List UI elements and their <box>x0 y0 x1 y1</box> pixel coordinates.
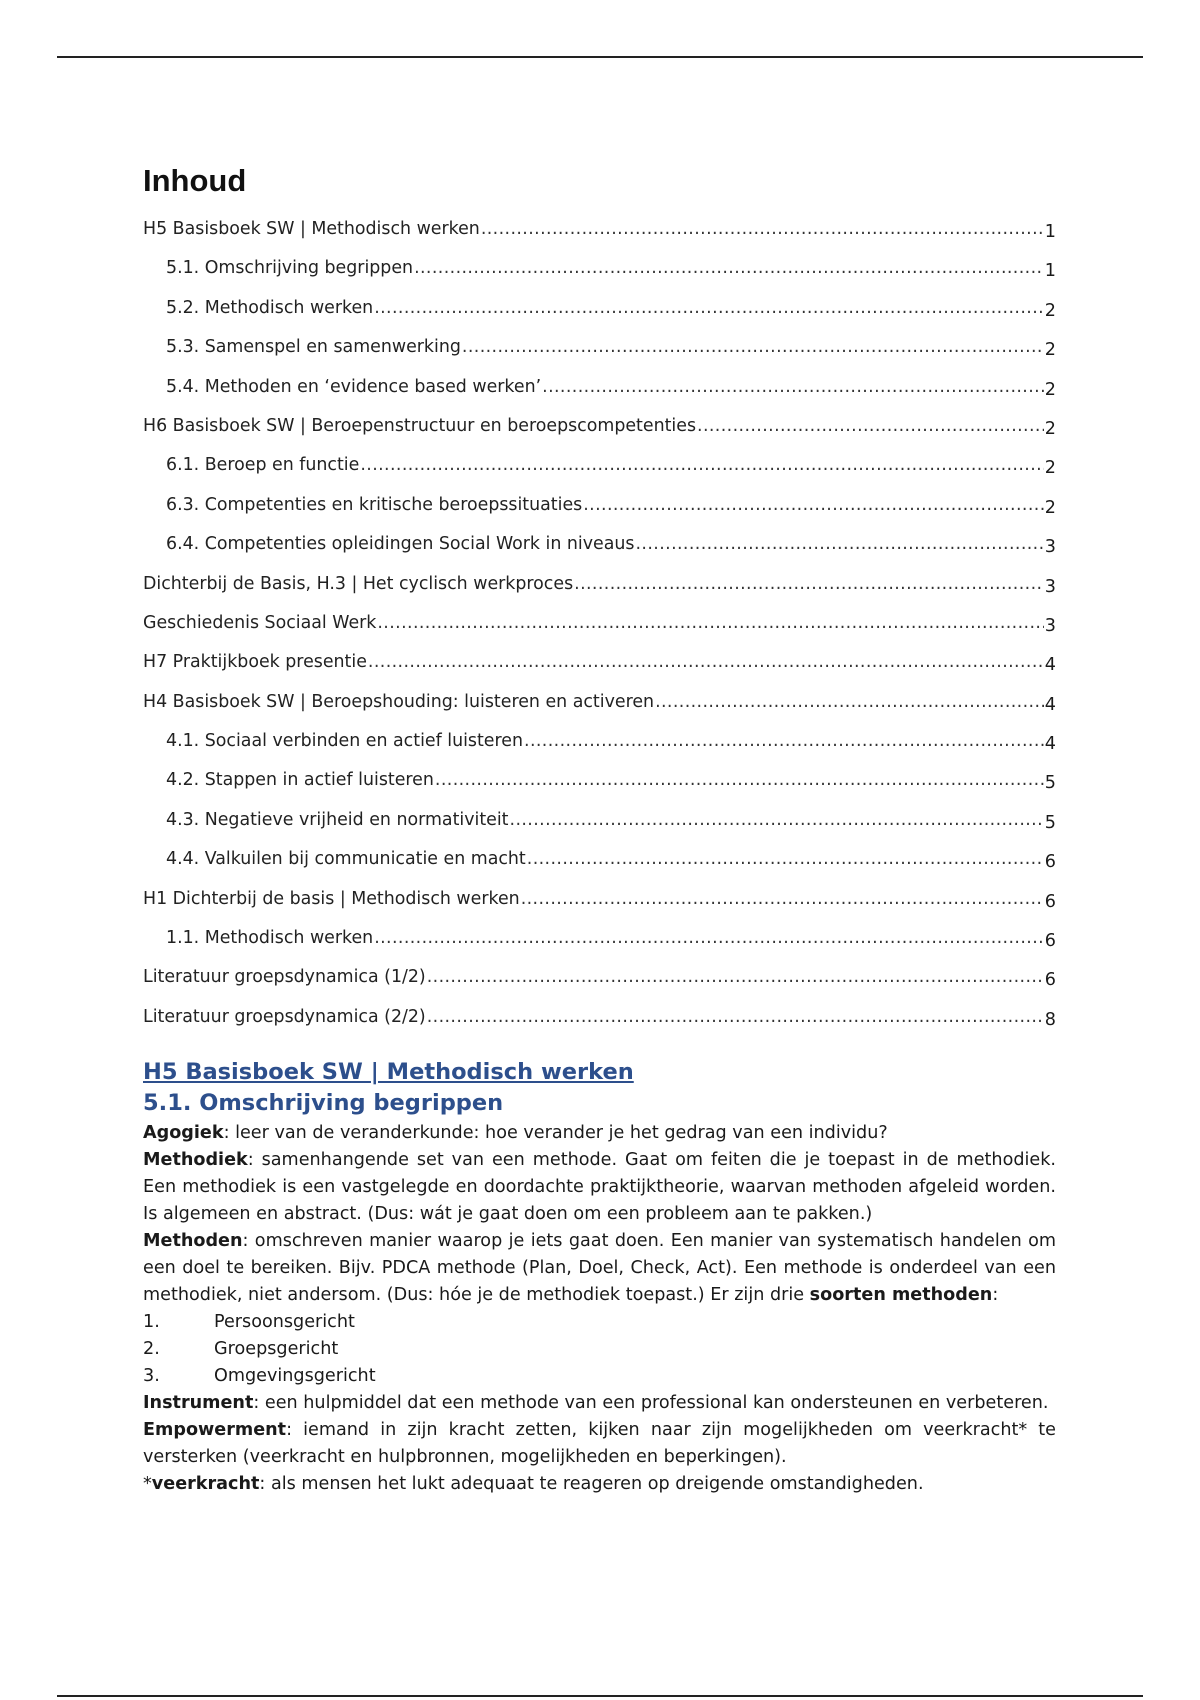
list-item <box>143 1363 1056 1390</box>
toc-entry-title: 1.1. Methodisch werken <box>166 928 374 949</box>
term-agogiek: Agogiek <box>143 1123 224 1143</box>
toc-entry-page: 3 <box>1044 576 1056 597</box>
toc-dot-leader <box>574 574 1044 594</box>
table-of-contents <box>143 219 1056 1046</box>
toc-entry-page: 1 <box>1044 222 1056 242</box>
toc-entry[interactable] <box>143 416 1056 455</box>
toc-dot-leader <box>462 337 1044 357</box>
toc-entry[interactable] <box>143 1007 1056 1046</box>
methods-list <box>143 1309 1056 1390</box>
toc-entry-page: 3 <box>1044 615 1056 636</box>
toc-entry-title: 4.4. Valkuilen bij communicatie en macht <box>166 849 526 870</box>
toc-entry-title: 6.3. Competenties en kritische beroepssituaties <box>166 494 583 515</box>
footnote-marker: * <box>143 1474 152 1494</box>
text-methoden-end: : <box>992 1285 999 1305</box>
toc-entry-title: H1 Dichterbij de basis | Methodisch werken <box>143 888 520 909</box>
toc-entry[interactable] <box>143 455 1056 494</box>
definition-methodiek <box>143 1147 1056 1228</box>
list-number: 2. <box>143 1339 160 1359</box>
toc-entry-page: 6 <box>1044 852 1056 873</box>
toc-dot-leader <box>374 928 1044 948</box>
toc-entry-title: Literatuur groepsdynamica (2/2) <box>143 1006 426 1027</box>
list-item <box>143 1309 1056 1336</box>
term-soorten-methoden: soorten methoden <box>809 1285 993 1305</box>
toc-dot-leader <box>524 731 1044 751</box>
toc-entry-page: 4 <box>1044 694 1056 715</box>
toc-dot-leader <box>521 889 1044 909</box>
toc-entry[interactable] <box>143 770 1056 809</box>
toc-entry-title: 5.2. Methodisch werken <box>166 297 374 318</box>
text-empowerment: : iemand in zijn kracht zetten, kijken naar zijn mogelijkheden om veerkracht* te versterken (veerkracht en hulpbronnen, mogelijkheden en beperkingen). <box>143 1420 1056 1467</box>
toc-dot-leader <box>414 258 1044 278</box>
toc-dot-leader <box>360 455 1043 475</box>
toc-dot-leader <box>527 849 1044 869</box>
toc-entry[interactable] <box>143 849 1056 888</box>
toc-entry-title: 6.4. Competenties opleidingen Social Work in niveaus <box>166 534 635 555</box>
toc-dot-leader <box>377 613 1043 633</box>
toc-entry-title: H7 Praktijkboek presentie <box>143 652 367 673</box>
toc-entry-title: 5.3. Samenspel en samenwerking <box>166 337 461 358</box>
toc-entry[interactable] <box>143 731 1056 770</box>
footer-rule <box>57 1695 1143 1697</box>
toc-entry-title: 4.3. Negatieve vrijheid en normativiteit <box>166 809 509 830</box>
text-methodiek: : samenhangende set van een methode. Gaat om feiten die je toepast in de methodiek. Een methodiek is een vastgelegde en doordachte praktijktheorie, waarvan methoden afgeleid worden. Is algemeen en abstract. (Dus: wát je gaat doen om een probleem aan te pakken.) <box>143 1150 1056 1224</box>
toc-entry[interactable] <box>143 574 1056 613</box>
toc-entry-title: 5.4. Methoden en ‘evidence based werken’ <box>166 376 542 397</box>
toc-entry-title: Literatuur groepsdynamica (1/2) <box>143 967 426 988</box>
toc-entry-page: 6 <box>1044 970 1056 991</box>
list-text: Persoonsgericht <box>214 1312 355 1332</box>
definition-veerkracht <box>143 1471 1056 1498</box>
definition-methoden <box>143 1228 1056 1309</box>
toc-entry-title: H5 Basisboek SW | Methodisch werken <box>143 219 480 239</box>
term-veerkracht: veerkracht <box>151 1474 260 1494</box>
list-number: 1. <box>143 1312 160 1332</box>
toc-entry-page: 2 <box>1044 418 1056 439</box>
definition-agogiek <box>143 1120 1056 1147</box>
term-instrument: Instrument <box>143 1393 254 1413</box>
toc-dot-leader <box>374 298 1044 318</box>
toc-entry-title: 6.1. Beroep en functie <box>166 455 360 476</box>
toc-dot-leader <box>427 1007 1044 1027</box>
toc-entry[interactable] <box>143 692 1056 731</box>
toc-entry[interactable] <box>143 810 1056 849</box>
toc-entry-page: 2 <box>1044 497 1056 518</box>
toc-entry-page: 5 <box>1044 773 1056 794</box>
text-agogiek: : leer van de veranderkunde: hoe verander je het gedrag van een individu? <box>223 1123 888 1143</box>
toc-entry[interactable] <box>143 928 1056 967</box>
toc-entry[interactable] <box>143 495 1056 534</box>
text-instrument: : een hulpmiddel dat een methode van een professional kan ondersteunen en verbeteren. <box>253 1393 1049 1413</box>
list-text: Omgevingsgericht <box>214 1366 376 1386</box>
toc-dot-leader <box>435 770 1044 790</box>
toc-entry-title: 4.1. Sociaal verbinden en actief luisteren <box>166 731 524 752</box>
section-body <box>143 1057 1056 1498</box>
toc-entry-page: 6 <box>1044 931 1056 952</box>
list-item <box>143 1336 1056 1363</box>
toc-entry-title: 5.1. Omschrijving begrippen <box>166 258 414 279</box>
toc-dot-leader <box>510 810 1044 830</box>
toc-dot-leader <box>368 652 1044 672</box>
toc-dot-leader <box>583 495 1044 515</box>
toc-dot-leader <box>697 416 1044 436</box>
toc-entry[interactable] <box>143 377 1056 416</box>
section-subheading[interactable]: 5.1. Omschrijving begrippen <box>143 1090 504 1116</box>
definition-empowerment <box>143 1417 1056 1471</box>
toc-entry[interactable] <box>143 652 1056 691</box>
toc-entry-title: 4.2. Stappen in actief luisteren <box>166 770 434 791</box>
toc-entry-page: 2 <box>1044 300 1056 321</box>
toc-entry[interactable] <box>143 967 1056 1006</box>
toc-entry-page: 6 <box>1044 891 1056 912</box>
toc-entry[interactable] <box>143 337 1056 376</box>
definition-instrument <box>143 1390 1056 1417</box>
toc-entry-page: 2 <box>1044 340 1056 361</box>
toc-entry-title: H4 Basisboek SW | Beroepshouding: luisteren en activeren <box>143 691 655 712</box>
text-veerkracht: : als mensen het lukt adequaat te reageren op dreigende omstandigheden. <box>259 1474 924 1494</box>
toc-dot-leader <box>655 692 1044 712</box>
header-rule <box>57 56 1143 58</box>
section-heading[interactable]: H5 Basisboek SW | Methodisch werken <box>143 1059 634 1085</box>
toc-entry[interactable] <box>143 889 1056 928</box>
toc-entry[interactable] <box>143 298 1056 337</box>
toc-entry-page: 2 <box>1044 458 1056 479</box>
toc-entry-page: 8 <box>1044 1009 1056 1030</box>
toc-entry-page: 5 <box>1044 812 1056 833</box>
toc-entry[interactable] <box>143 613 1056 652</box>
list-text: Groepsgericht <box>214 1339 339 1359</box>
toc-entry-title: Geschiedenis Sociaal Werk <box>143 612 377 633</box>
toc-entry-page: 3 <box>1044 537 1056 558</box>
toc-entry[interactable] <box>143 534 1056 573</box>
toc-entry-page: 4 <box>1044 734 1056 755</box>
toc-title: Inhoud <box>143 163 247 198</box>
term-empowerment: Empowerment <box>143 1420 287 1440</box>
toc-entry-title: H6 Basisboek SW | Beroepenstructuur en beroepscompetenties <box>143 415 697 436</box>
term-methoden: Methoden <box>143 1231 243 1251</box>
list-number: 3. <box>143 1366 160 1386</box>
toc-dot-leader <box>636 534 1044 554</box>
toc-entry-page: 1 <box>1044 261 1056 282</box>
toc-entry[interactable] <box>143 258 1056 297</box>
toc-entry-title: Dichterbij de Basis, H.3 | Het cyclisch werkproces <box>143 573 574 594</box>
toc-dot-leader <box>481 219 1044 239</box>
toc-entry[interactable] <box>143 219 1056 258</box>
toc-dot-leader <box>427 967 1044 987</box>
toc-dot-leader <box>542 377 1044 397</box>
text-methoden: : omschreven manier waarop je iets gaat doen. Een manier van systematisch handelen om een doel te bereiken. Bijv. PDCA methode (Plan, Doel, Check, Act). Een methode is onderdeel van een methodiek, niet andersom. (Dus: hóe je de methodiek toepast.) Er zijn drie <box>143 1231 1056 1305</box>
term-methodiek: Methodiek <box>143 1150 248 1170</box>
toc-entry-page: 4 <box>1044 655 1056 676</box>
toc-entry-page: 2 <box>1044 379 1056 400</box>
